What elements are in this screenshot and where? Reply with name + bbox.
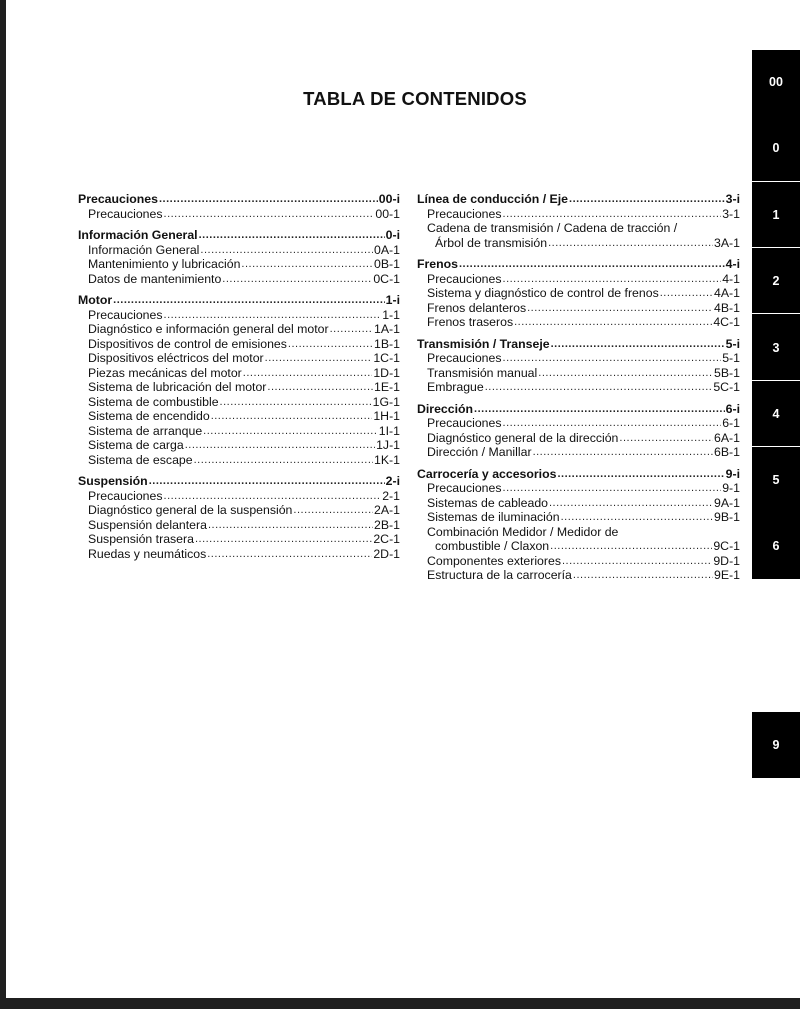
toc-entry[interactable] [417,510,740,525]
page-number: 9-1 [722,481,740,495]
toc-entry[interactable] [417,351,740,366]
entry-title-line[interactable]: Combinación Medidor / Medidor de [427,524,619,539]
page-number: 5-i [725,336,740,351]
dot-leader [265,351,373,366]
page-number: 1K-1 [374,452,400,467]
toc-entry[interactable] [78,532,400,547]
page-number: 2-i [385,474,400,488]
toc-entry[interactable] [417,481,740,496]
section-title: Transmisión / Transeje [417,336,550,351]
entry-title: Datos de mantenimiento [88,271,222,286]
toc-entry[interactable] [417,445,740,460]
page-title: TABLA DE CONTENIDOS [303,88,527,109]
page-number: 1E-1 [374,380,400,394]
toc-entry[interactable] [417,236,740,251]
toc-entry[interactable] [78,272,400,287]
entry-title: Precauciones [427,481,502,495]
entry-title: Precauciones [88,307,163,322]
entry-title: Información General [88,242,200,257]
entry-title: Transmisión manual [427,365,538,380]
page-number: 0B-1 [374,257,400,271]
toc-entry[interactable] [417,301,740,316]
toc-section-heading[interactable] [78,293,400,308]
toc-section [417,192,740,250]
entry-title: combustible / Claxon [435,539,550,553]
toc-section-heading[interactable] [417,402,740,417]
dot-leader [195,532,372,547]
toc-section [417,402,740,460]
toc-section-heading[interactable] [417,467,740,482]
entry-title: Estructura de la carrocería [427,568,572,582]
dot-leader [330,322,373,337]
viewer-bottom-edge [0,998,800,1009]
section-title: Motor [78,293,113,307]
page-number: 6B-1 [714,445,740,459]
toc-entry[interactable] [78,503,400,518]
entry-title: Sistema de encendido [88,409,210,423]
dot-leader [503,481,722,496]
document-page [6,0,800,998]
toc-entry[interactable] [417,539,740,554]
dot-leader [474,402,725,417]
page-number: 4B-1 [714,300,740,315]
toc-entry[interactable] [417,315,740,330]
dot-leader [548,236,713,251]
toc-section [78,474,400,561]
page-number: 5-1 [722,351,740,365]
page-number: 0C-1 [373,271,400,286]
page-number: 4A-1 [714,286,740,300]
section-title: Suspensión [78,474,148,488]
entry-title: Sistemas de cableado [427,495,548,510]
page-number: 5C-1 [713,380,740,394]
entry-title: Precauciones [427,416,502,430]
toc-entry[interactable] [417,431,740,446]
section-tab-4[interactable]: 4 [752,380,800,447]
dot-leader [619,431,713,446]
section-tab-3[interactable]: 3 [752,313,800,381]
section-title: Carrocería y accesorios [417,466,557,481]
toc-entry[interactable] [417,380,740,395]
section-tab-5[interactable]: 5 [752,446,800,513]
dot-leader [557,467,724,482]
entry-title: Sistema y diagnóstico de control de frenos [427,286,659,300]
page-number: 4-i [725,257,740,271]
toc-entry[interactable] [78,453,400,468]
entry-title: Dirección / Manillar [427,445,532,459]
dot-leader [243,366,373,381]
dot-leader [569,192,725,207]
page-number: 9E-1 [714,568,740,582]
entry-title: Sistema de combustible [88,394,219,409]
toc-section-heading[interactable] [417,257,740,272]
toc-entry[interactable] [78,489,400,504]
toc-entry[interactable] [417,568,740,583]
entry-title: Suspensión trasera [88,532,194,546]
entry-title: Frenos delanteros [427,300,527,315]
page-number: 9A-1 [714,495,740,510]
page-number: 1J-1 [376,438,400,452]
entry-title: Diagnóstico general de la dirección [427,430,619,445]
toc-entry[interactable] [78,395,400,410]
toc-entry[interactable] [78,257,400,272]
toc-section-heading[interactable] [78,228,400,243]
dot-leader [164,489,382,504]
toc-section [78,293,400,467]
page-number: 2A-1 [374,503,400,517]
dot-leader [208,518,373,533]
toc-entry[interactable] [78,207,400,222]
page-number: 2D-1 [373,546,400,561]
toc-entry[interactable] [78,424,400,439]
dot-leader [203,424,378,439]
toc-entry[interactable] [417,272,740,287]
entry-title: Precauciones [427,351,502,365]
page-number: 3-i [725,192,740,206]
entry-title: Sistema de escape [88,452,193,467]
toc-section [417,337,740,395]
dot-leader [200,243,373,258]
toc-entry[interactable] [417,207,740,222]
dot-leader [241,257,373,272]
dot-leader [211,409,373,424]
section-tab-0[interactable]: 0 [752,114,800,181]
entry-title: Ruedas y neumáticos [88,546,207,561]
section-tab-9[interactable]: 9 [752,712,800,778]
section-tab-6[interactable]: 6 [752,512,800,579]
section-tab-1[interactable]: 1 [752,181,800,248]
page-number: 1H-1 [373,409,400,423]
page-number: 1-1 [382,307,400,322]
toc-entry[interactable] [78,438,400,453]
toc-entry[interactable] [78,547,400,562]
dot-leader [207,547,372,562]
dot-leader [562,554,712,569]
toc-section [417,257,740,330]
dot-leader [561,510,713,525]
entry-title: Sistema de arranque [88,423,203,438]
page-number: 1-i [385,293,400,307]
section-title: Línea de conducción / Eje [417,192,569,206]
entry-title: Suspensión delantera [88,517,207,532]
page-number: 4-1 [722,271,740,286]
entry-title-line[interactable]: Cadena de transmisión / Cadena de tracción / [427,221,678,235]
page-number: 4C-1 [713,315,740,329]
dot-leader [220,395,372,410]
dot-leader [194,453,373,468]
dot-leader [660,286,713,301]
toc-left-column [78,192,400,568]
page-number: 1G-1 [372,394,400,409]
dot-leader [533,445,713,460]
dot-leader [164,308,382,323]
dot-leader [459,257,725,272]
section-title: Frenos [417,257,458,271]
page-number: 1A-1 [374,322,400,336]
dot-leader [113,293,384,308]
toc-section [78,228,400,286]
toc-right-column [417,192,740,590]
dot-leader [503,207,722,222]
toc-entry[interactable] [78,308,400,323]
dot-leader [199,228,385,243]
entry-title: Componentes exteriores [427,553,561,568]
dot-leader [549,496,713,511]
toc-entry[interactable] [417,416,740,431]
dot-leader [185,438,375,453]
toc-entry[interactable] [417,366,740,381]
section-title: Información General [78,228,198,242]
entry-title: Precauciones [427,271,502,286]
page-number: 1B-1 [374,336,400,351]
dot-leader [503,272,722,287]
dot-leader [573,568,713,583]
page-number: 6A-1 [714,430,740,445]
page-number: 00-1 [375,206,400,221]
toc-section-heading[interactable] [417,192,740,207]
entry-title: Sistema de carga [88,438,184,452]
dot-leader [514,315,712,330]
entry-title: Dispositivos eléctricos del motor [88,351,264,365]
page-number: 1C-1 [373,351,400,365]
entry-title: Dispositivos de control de emisiones [88,336,287,351]
dot-leader [267,380,373,395]
entry-title: Precauciones [88,206,163,221]
toc-entry[interactable] [78,243,400,258]
page-number: 9B-1 [714,510,740,524]
entry-title: Piezas mecánicas del motor [88,365,242,380]
page-number: 9C-1 [713,539,740,553]
entry-title: Sistema de lubricación del motor [88,380,267,394]
entry-title: Mantenimiento y lubricación [88,257,241,271]
toc-section-heading[interactable] [78,474,400,489]
toc-entry[interactable] [78,409,400,424]
entry-title: Diagnóstico e información general del motor [88,322,329,336]
dot-leader [550,539,712,554]
dot-leader [503,351,722,366]
section-title: Dirección [417,401,474,416]
page-number: 9-i [725,466,740,481]
toc-section [78,192,400,221]
entry-title: Frenos traseros [427,315,514,329]
page-number: 5B-1 [714,365,740,380]
dot-leader [538,366,713,381]
page-number: 2-1 [382,488,400,503]
page-number: 3A-1 [714,235,740,250]
entry-title: Sistemas de iluminación [427,510,560,524]
dot-leader [149,474,385,489]
section-tab-00[interactable]: 00 [752,50,800,114]
page-number: 1D-1 [373,365,400,380]
entry-title: Árbol de transmisión [435,235,548,250]
page-number: 00-i [378,192,400,206]
toc-section-heading[interactable] [78,192,400,207]
page-number: 6-i [725,401,740,416]
dot-leader [288,337,373,352]
toc-entry[interactable] [78,337,400,352]
toc-entry[interactable] [417,554,740,569]
dot-leader [164,207,375,222]
page-number: 3-1 [722,206,740,221]
page-number: 2C-1 [373,532,400,546]
page-number: 0-i [385,228,400,242]
section-title: Precauciones [78,192,158,206]
dot-leader [551,337,725,352]
dot-leader [527,301,713,316]
entry-title: Precauciones [88,488,163,503]
page-number: 2B-1 [374,517,400,532]
toc-entry[interactable] [78,518,400,533]
page-number: 9D-1 [713,553,740,568]
dot-leader [485,380,713,395]
dot-leader [503,416,722,431]
toc-entry[interactable] [78,366,400,381]
entry-title: Embrague [427,380,484,394]
page-number: 1I-1 [378,423,400,438]
toc-section [417,467,740,583]
entry-title: Diagnóstico general de la suspensión [88,503,293,517]
toc-entry[interactable] [78,351,400,366]
page-number: 6-1 [722,416,740,430]
dot-leader [293,503,373,518]
entry-title: Precauciones [427,206,502,221]
dot-leader [222,272,372,287]
toc-entry[interactable] [417,496,740,511]
section-tab-2[interactable]: 2 [752,247,800,314]
toc-section-heading[interactable] [417,337,740,352]
toc-entry[interactable] [417,286,740,301]
dot-leader [159,192,378,207]
page-number: 0A-1 [374,242,400,257]
toc-entry[interactable] [78,380,400,395]
toc-entry[interactable] [78,322,400,337]
